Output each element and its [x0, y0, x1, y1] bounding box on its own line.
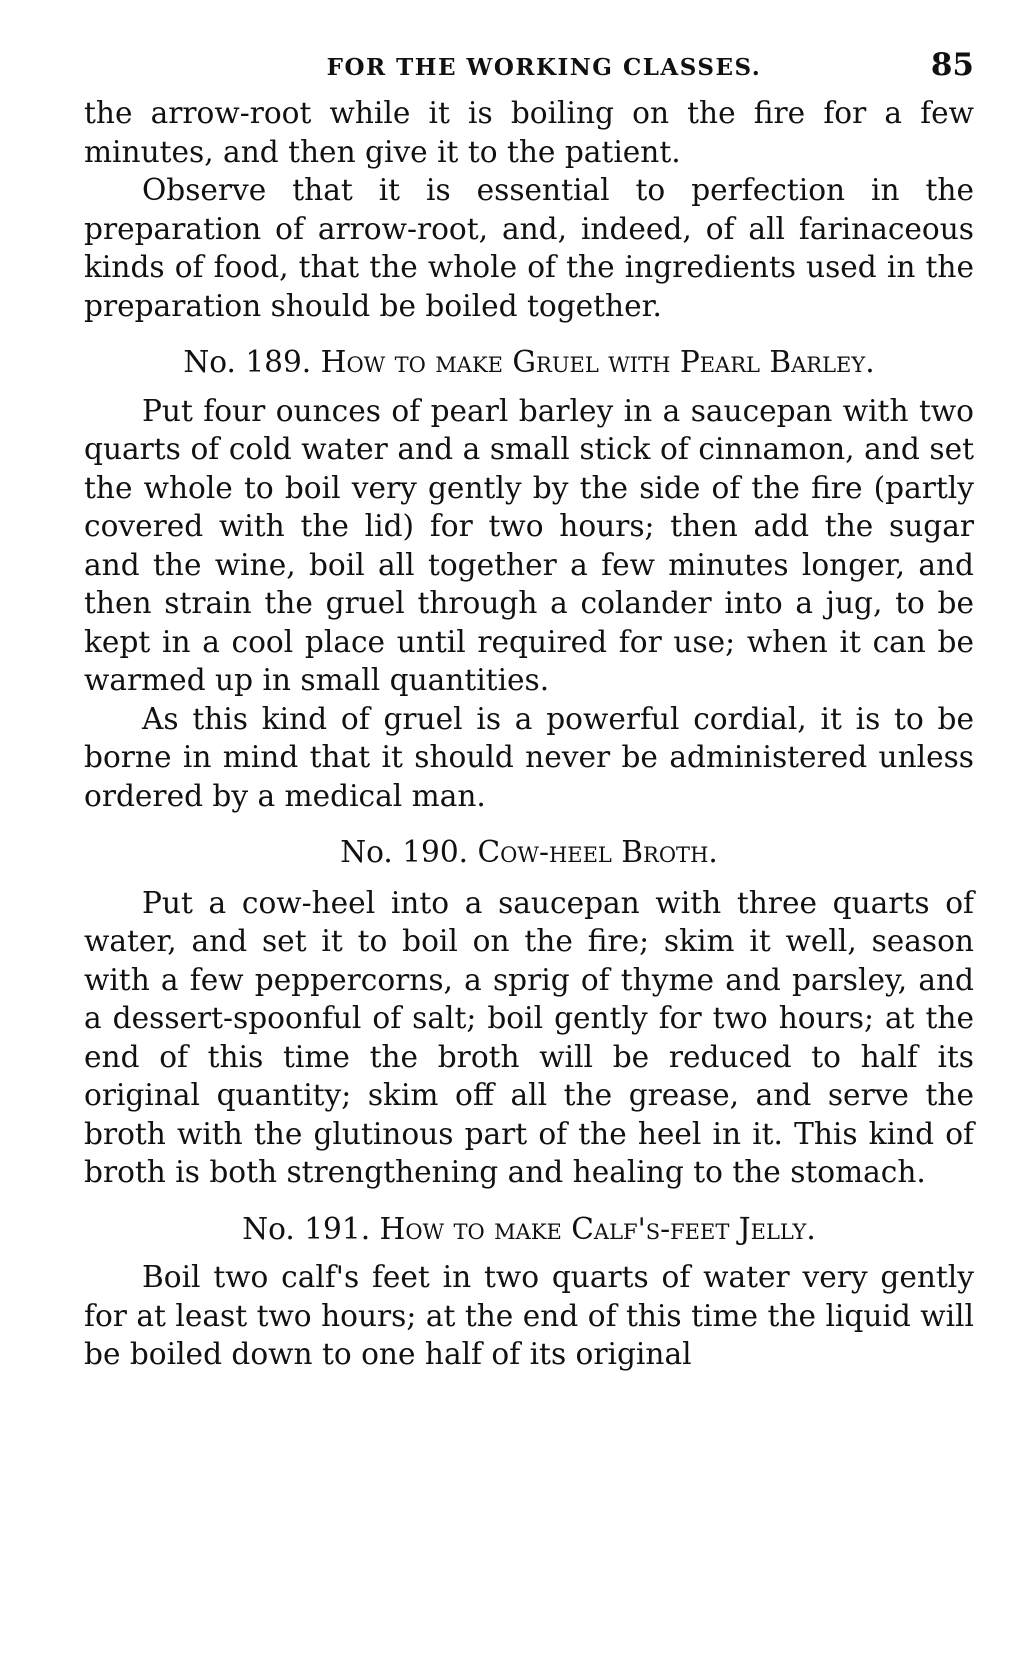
arrow-root-note-paragraph: Observe that it is essential to perfection in the preparation of arrow-root, and, indeed, of all farinaceous kinds of food, that the whole of the ingredients used in the preparation should be boiled together. [84, 173, 974, 323]
recipe-number-190: No. 190. [340, 835, 469, 869]
continued-paragraph: the arrow-root while it is boiling on the fire for a few minutes, and then give it to the patient. [84, 96, 974, 169]
recipe-190-paragraph-1: Put a cow-heel into a saucepan with three quarts of water, and set it to boil on the fire; skim it well, season with a few peppercorns, a sprig of thyme and parsley, and a dessert-spoonful of salt; boil gently for two hours; at the end of this time the broth will be reduced to half its original quantity; skim off all the grease, and serve the broth with the glutinous part of the heel in it. This kind of broth is both strengthening and healing to the stomach. [84, 885, 974, 1189]
book-page [84, 44, 974, 1374]
recipe-189-paragraph-1: Put four ounces of pearl barley in a saucepan with two quarts of cold water and a small stick of cinnamon, and set the whole to boil very gently by the side of the fire (partly covered with the lid) for two hours; then add the sugar and the wine, boil all together a few minutes longer, and then strain the gruel through a colander into a jug, to be kept in a cool place until required for use; when it can be warmed up in small quantities. [84, 393, 974, 697]
recipe-number-189: No. 189. [183, 345, 312, 379]
recipe-189-paragraph-2: As this kind of gruel is a powerful cordial, it is to be borne in mind that it should never be administered unless ordered by a medical man. [84, 701, 974, 813]
recipe-heading-190 [84, 833, 974, 872]
page-number: 85 [930, 47, 974, 83]
running-header [84, 44, 974, 94]
recipe-title-189: How to make Gruel with Pearl Barley. [320, 345, 875, 379]
running-title: FOR THE WORKING CLASSES. [326, 54, 762, 81]
recipe-number-191: No. 191. [242, 1211, 371, 1246]
recipe-heading-189 [84, 343, 974, 382]
recipe-title-191: How to make Calf's-feet Jelly. [379, 1211, 816, 1246]
recipe-title-190: Cow-heel Broth. [477, 835, 718, 869]
recipe-191-paragraph-1: Boil two calf's feet in two quarts of water very gently for at least two hours; at the end of this time the liquid will be boiled down to one half of its original [84, 1260, 974, 1371]
recipe-heading-191 [84, 1210, 974, 1249]
